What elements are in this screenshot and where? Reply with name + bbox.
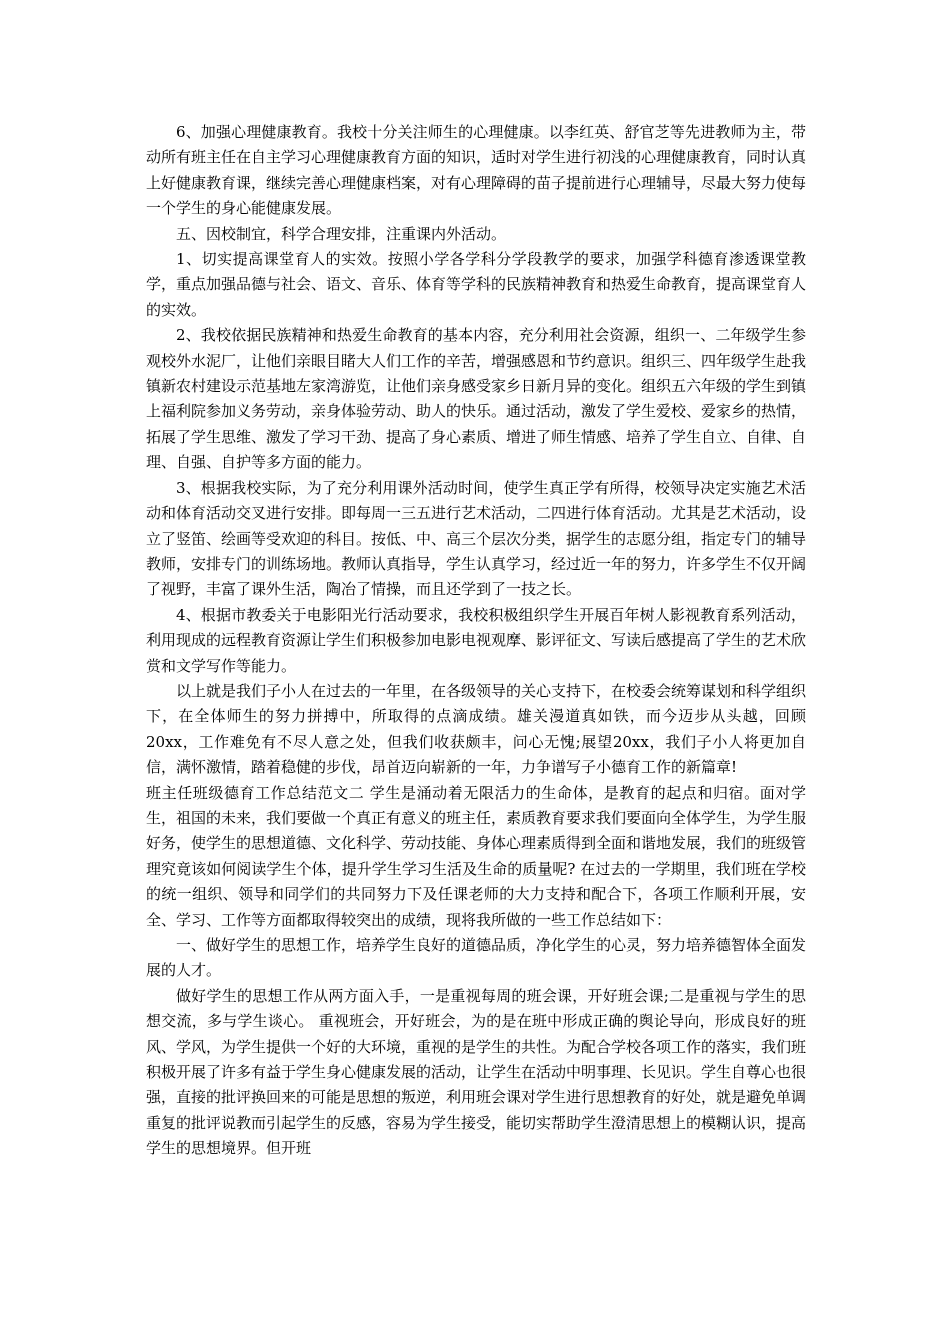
paragraph-item-2: 2、我校依据民族精神和热爱生命教育的基本内容，充分利用社会资源，组织一、二年级学生参观校外水泥厂，让他们亲眼目睹大人们工作的辛苦，增强感恩和节约意识。组织三、四年级学生赴我镇新农村建设示范基地左家湾游览，让他们亲身感受家乡日新月异的变化。组织五六年级的学生到镇上福利院参加义务劳动，亲身体验劳动、助人的快乐。通过活动，激发了学生爱校、爱家乡的热情，拓展了学生思维、激发了学习干劲、提高了身心素质、增进了师生情感、培养了学生自立、自律、自理、自强、自护等多方面的能力。 — [146, 326, 807, 472]
section-two-intro-paragraph — [146, 781, 806, 933]
paragraph-item-3: 3、根据我校实际，为了充分利用课外活动时间，使学生真正学有所得，校领导决定实施艺术活动和体育活动交叉进行安排。即每周一三五进行艺术活动，二四进行体育活动。尤其是艺术活动，设立了竖笛、绘画等受欢迎的科目。按低、中、高三个层次分类，据学生的志愿分组，指定专门的辅导教师，安排专门的训练场地。教师认真指导，学生认真学习，经过近一年的努力，许多学生不仅开阔了视野，丰富了课外生活，陶冶了情操，而且还学到了一技之长。 — [146, 478, 807, 599]
paragraph-conclusion: 以上就是我们子小人在过去的一年里，在各级领导的关心支持下，在校委会统筹谋划和科学组织下，在全体师生的努力拼搏中，所取得的点滴成绩。雄关漫道真如铁，而今迈步从头越，回顾20xx，工作难免有不尽人意之处，但我们收获颇丰，问心无愧;展望20xx，我们子小人将更加自信，满怀激情，踏着稳健的步伐，昂首迈向崭新的一年，力争谱写子小德育工作的新篇章! — [146, 681, 807, 777]
paragraph-mental-health: 6、加强心理健康教育。我校十分关注师生的心理健康。以李红英、舒官芝等先进教师为主，带动所有班主任在自主学习心理健康教育方面的知识，适时对学生进行初浅的心理健康教育，同时认真上好健康教育课，继续完善心理健康档案，对有心理障碍的苗子提前进行心理辅导，尽最大努力使每一个学生的身心能健康发展。 — [146, 123, 807, 218]
document-page — [146, 120, 806, 1162]
paragraph-item-1: 1、切实提高课堂育人的实效。按照小学各学科分学段教学的要求，加强学科德育渗透课堂教学，重点加强品德与社会、语文、音乐、体育等学科的民族精神教育和热爱生命教育，提高课堂育人的实效。 — [146, 250, 807, 319]
section-two-title: 班主任班级德育工作总结范文二 — [146, 783, 365, 802]
heading-section-five: 五、因校制宜，科学合理安排，注重课内外活动。 — [176, 224, 507, 243]
paragraph-section-two-body: 做好学生的思想工作从两方面入手，一是重视每周的班会课，开好班会课;二是重视与学生的思想交流，多与学生谈心。 重视班会，开好班会，为的是在班中形成正确的舆论导向，形成良好的班风、学风，为学生提供一个好的大环境，重视的是学生的共性。为配合学校各项工作的落实，我们班积极开展了许多有益于学生身心健康发展的活动，让学生在活动中明事理、长见识。学生自尊心也很强，直接的批评换回来的可能是思想的叛逆，利用班会课对学生进行思想教育的好处，就是避免单调重复的批评说教而引起学生的反感，容易为学生接受，能切实帮助学生澄清思想上的模糊认识，提高学生的思想境界。但开班 — [146, 986, 807, 1158]
paragraph-item-4: 4、根据市教委关于电影阳光行活动要求，我校积极组织学生开展百年树人影视教育系列活动，利用现成的远程教育资源让学生们积极参加电影电视观摩、影评征文、写读后感提高了学生的艺术欣赏和文学写作等能力。 — [146, 605, 807, 675]
section-two-intro: 学生是涌动着无限活力的生命体，是教育的起点和归宿。面对学生，祖国的未来，我们要做一个真正有意义的班主任，素质教育要求我们要面向全体学生，为学生服好务，使学生的思想道德、文化科学、劳动技能、身体心理素质得到全面和谐地发展，我们的班级管理究竟该如何阅读学生个体，提升学生学习生活及生命的质量呢? 在过去的一学期里，我们班在学校的统一组织、领导和同学们的共同努力下及任课老师的大力支持和配合下，各项工作顺利开展，安全、学习、工作等方面都取得较突出的成绩，现将我所做的一些工作总结如下： — [146, 783, 807, 929]
paragraph-section-two-point-1: 一、做好学生的思想工作，培养学生良好的道德品质，净化学生的心灵，努力培养德智体全面发展的人才。 — [146, 936, 807, 980]
